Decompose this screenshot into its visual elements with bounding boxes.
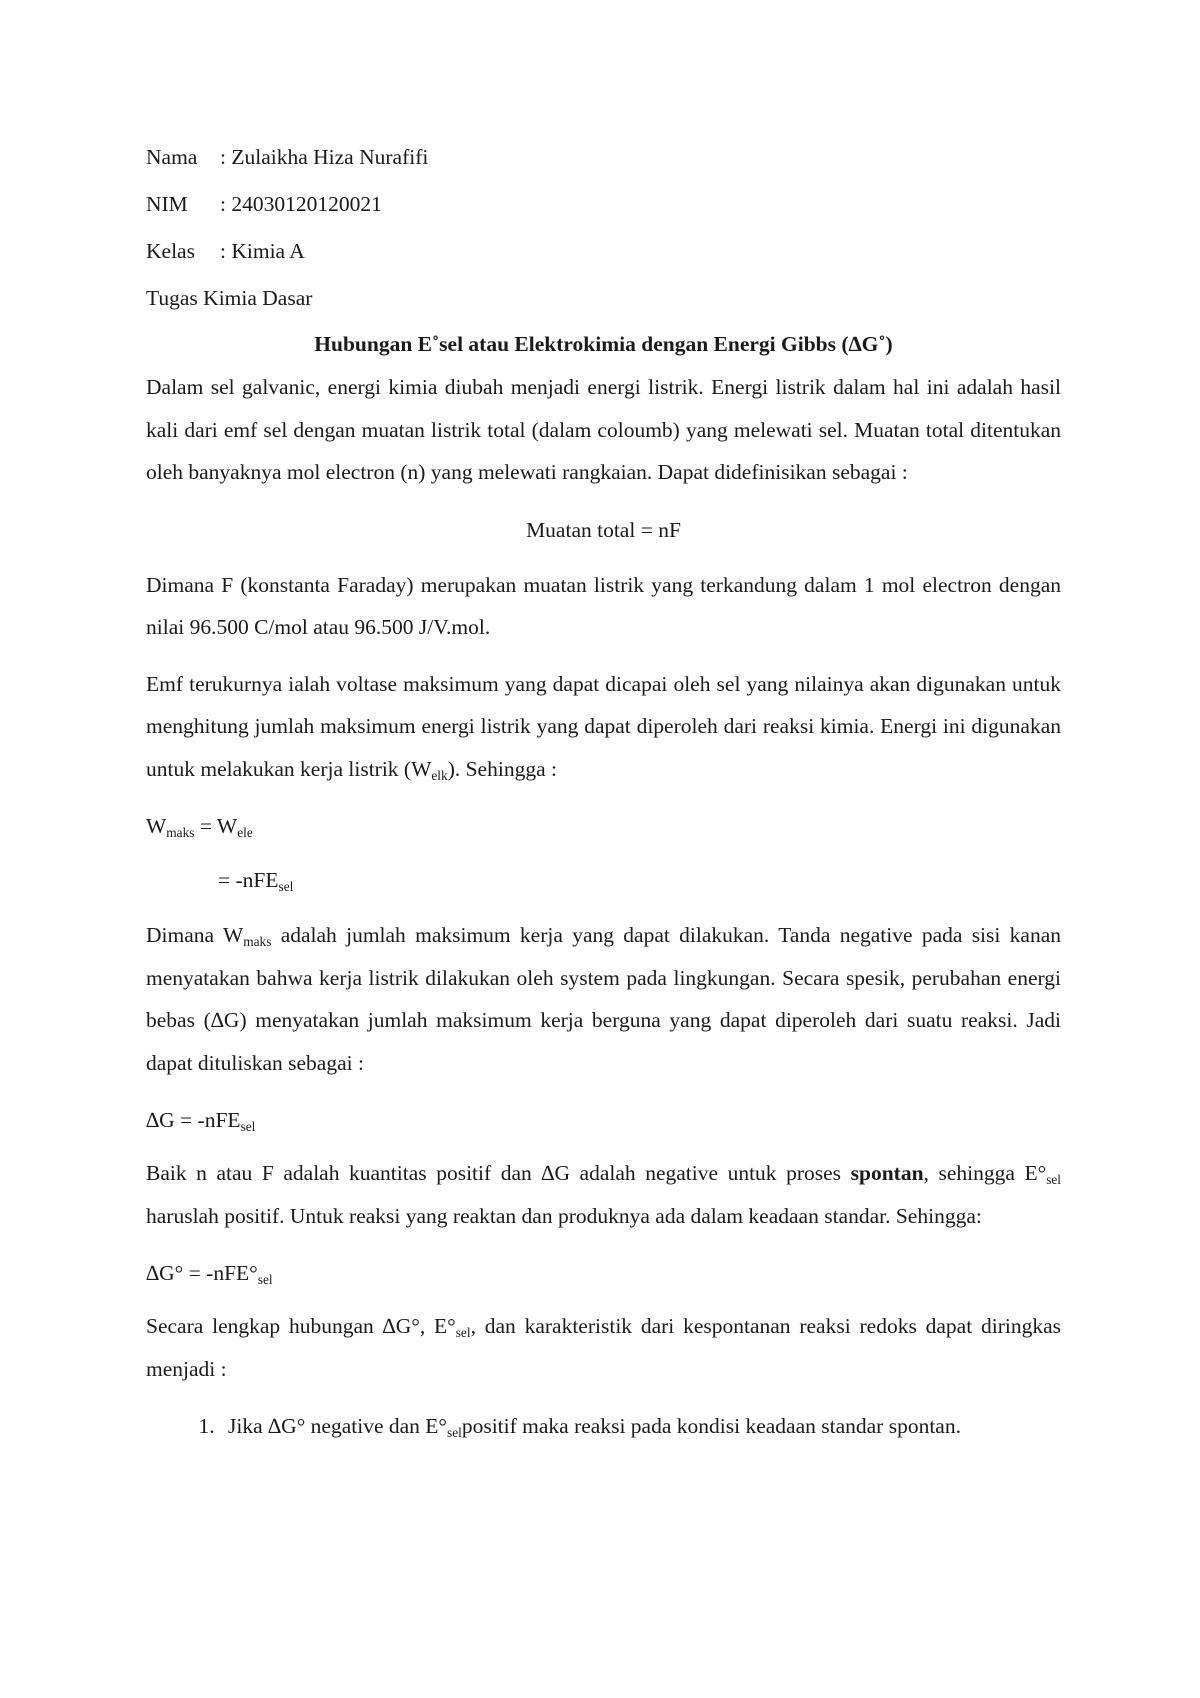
criteria-list [146, 1404, 1061, 1448]
subscript-maks: maks [166, 824, 195, 840]
kelas-line [146, 228, 1061, 275]
nama-value: : Zulaikha Hiza Nurafifi [220, 145, 429, 169]
subscript-sel: sel [278, 878, 294, 894]
nim-value: : 24030120120021 [220, 192, 382, 216]
equation-delta-g-standard: $\Delta G^\circ = -nFE^\circ_{sel}$ [146, 1261, 273, 1287]
equation-wmaks: $W_{maks} = W_{ele}$ [146, 814, 253, 840]
subscript-sel: sel [257, 1271, 273, 1287]
nim-label: NIM [146, 192, 188, 216]
equation-nfe: = -nFE$_{sel}$ [218, 868, 294, 894]
equation-muatan-total: Muatan total = nF [526, 517, 681, 542]
subscript-ele: ele [237, 824, 253, 840]
document-title: Hubungan E˚sel atau Elektrokimia dengan Energi Gibbs (∆G˚) [314, 332, 893, 356]
document-body [146, 134, 1061, 1448]
kelas-value: : Kimia A [220, 239, 305, 263]
subscript-sel: sel [1046, 1171, 1061, 1187]
paragraph-galvanic: Dalam sel galvanic, energi kimia diubah menjadi energi listrik. Energi listrik dalam hal ini adalah hasil kali dari emf sel dengan muatan listrik total (dalam coloumb) yang melewati sel. Muatan total ditentukan oleh banyaknya mol electron (n) yang melewati rangkaian. Dapat didefinisikan sebagai : [146, 375, 1061, 484]
paragraph-spontan: Baik n atau F adalah kuantitas positif dan ∆G adalah negative untuk proses spontan, sehingga $E^\circ_{sel}$ haruslah positif. Untuk reaksi yang reaktan dan produknya ada dalam keadaan standar. Sehingga: [146, 1161, 1061, 1228]
bold-spontan: spontan [850, 1161, 924, 1185]
equation-delta-g: ∆G = -nFE$_{sel}$ [146, 1108, 256, 1134]
subscript-sel: sel [240, 1118, 256, 1134]
paragraph-emf: Emf terukurnya ialah voltase maksimum yang dapat dicapai oleh sel yang nilainya akan digunakan untuk menghitung jumlah maksimum energi listrik yang dapat diperoleh dari reaksi kimia. Energi ini digunakan untuk melakukan kerja listrik $(W_{elk})$. Sehingga : [146, 671, 1061, 783]
paragraph-summary: Secara lengkap hubungan ∆G°, $E^\circ_{sel}$, dan karakteristik dari kespontanan reaksi redoks dapat diringkas menjadi : [146, 1314, 1061, 1381]
list-item: 1. Jika ∆G° negative dan $E^\circ_{sel}positif$ maka reaksi pada kondisi keadaan standar spontan. [220, 1404, 1061, 1448]
subscript-elk: elk [431, 767, 448, 783]
subscript-maks: maks [243, 933, 272, 949]
kelas-label: Kelas [146, 239, 195, 263]
nim-line [146, 181, 1061, 228]
paragraph-wmaks: Dimana $W_{maks}$ adalah jumlah maksimum kerja yang dapat dilakukan. Tanda negative pada sisi kanan menyatakan bahwa kerja listrik dilakukan oleh system pada lingkungan. Secara spesik, perubahan energi bebas (∆G) menyatakan jumlah maksimum kerja berguna yang dapat diperoleh dari suatu reaksi. Jadi dapat dituliskan sebagai : [146, 923, 1061, 1075]
subscript-sel: sel [447, 1424, 462, 1440]
tugas-line: Tugas Kimia Dasar [146, 286, 313, 310]
nama-line [146, 134, 1061, 181]
nama-label: Nama [146, 145, 198, 169]
paragraph-faraday: Dimana F (konstanta Faraday) merupakan muatan listrik yang terkandung dalam 1 mol electron dengan nilai 96.500 C/mol atau 96.500 J/V.mol. [146, 572, 1061, 639]
subscript-sel: sel [455, 1324, 471, 1340]
